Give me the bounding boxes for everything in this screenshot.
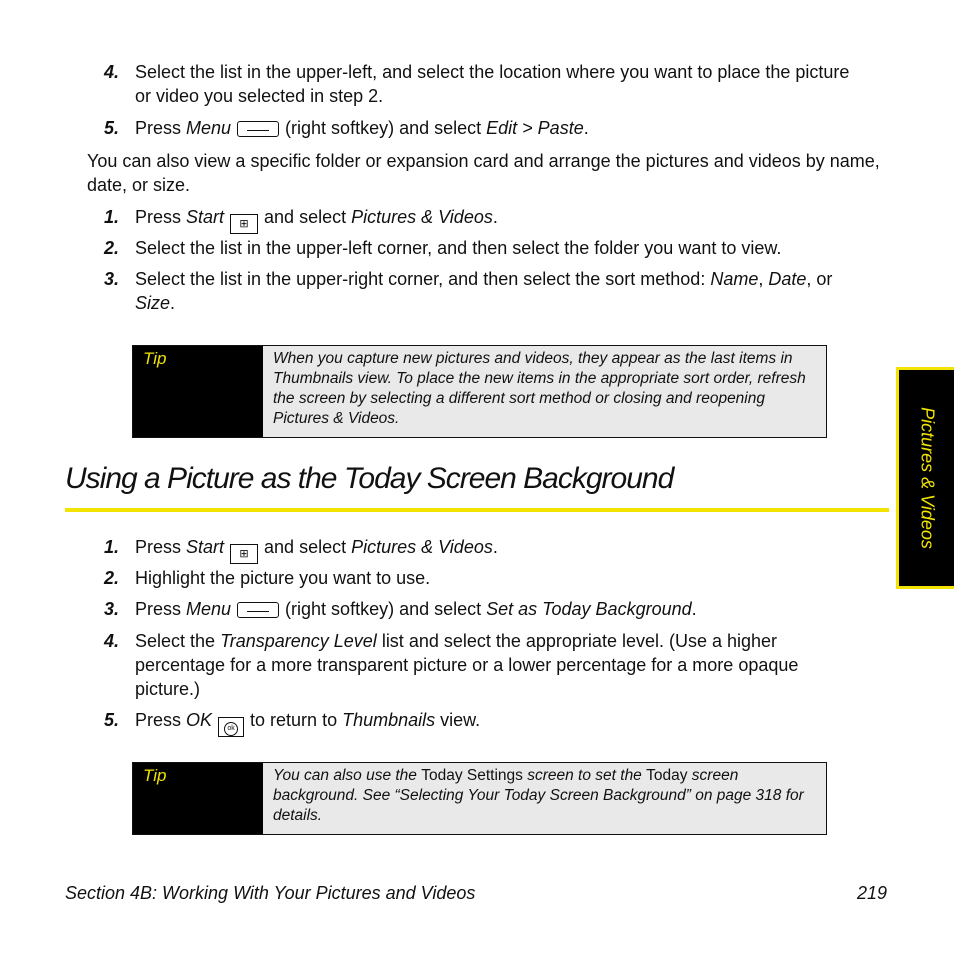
step-number: 2.	[104, 568, 120, 588]
step-number: 1.	[104, 537, 120, 557]
step-text: Select the list in the upper-left corner, and then select the folder you want to view.	[135, 238, 782, 258]
page-number: 219	[857, 883, 888, 903]
step-text: Press Start ⊞ and select Pictures & Videos.	[135, 535, 864, 564]
step-number: 3.	[104, 599, 120, 619]
view-step-2	[104, 236, 864, 260]
step-number: 5.	[104, 118, 120, 138]
chapter-side-tab	[896, 367, 954, 589]
step-number: 4.	[104, 62, 120, 82]
tip-label: Tip	[133, 763, 263, 834]
step-text: Select the list in the upper-right corner, and then select the sort method: Name, Date, or Size.	[135, 269, 833, 313]
step-text: Highlight the picture you want to use.	[135, 568, 431, 588]
menu-softkey-icon	[237, 602, 279, 618]
view-step-3	[104, 267, 864, 315]
menu-softkey-icon	[237, 121, 279, 137]
tip-box	[132, 762, 827, 835]
step-text: Press Menu (right softkey) and select Set as Today Background.	[135, 599, 697, 619]
step-text: Press Start ⊞ and select Pictures & Videos.	[135, 205, 864, 234]
intro-paragraph: You can also view a specific folder or expansion card and arrange the pictures and videos by name, date, or size.	[87, 151, 880, 195]
step-number: 5.	[104, 710, 120, 730]
tip-label: Tip	[133, 346, 263, 437]
section-heading: Using a Picture as the Today Screen Background	[65, 462, 674, 495]
bg-step-1	[104, 535, 864, 564]
step-5-top	[104, 116, 864, 140]
step-text: Select the Transparency Level list and select the appropriate level. (Use a higher percentage for a more transparent picture or a lower percentage for a more opaque picture.)	[135, 631, 799, 699]
tip-text: When you capture new pictures and videos, they appear as the last items in Thumbnails view. To place the new items in the appropriate sort order, refresh the screen by selecting a different sort method or closing and reopening Pictures & Videos.	[273, 350, 806, 427]
bg-step-4	[104, 629, 864, 701]
step-number: 2.	[104, 238, 120, 258]
footer-section-title: Section 4B: Working With Your Pictures and Videos	[65, 883, 476, 903]
step-text: Press OK ok to return to Thumbnails view.	[135, 708, 864, 737]
step-number: 3.	[104, 269, 120, 289]
bg-step-3	[104, 597, 864, 621]
tip-text: You can also use the Today Settings screen to set the Today screen background. See “Selecting Your Today Screen Background” on page 318 for details.	[273, 767, 804, 824]
heading-rule	[65, 508, 889, 512]
bg-step-2	[104, 566, 864, 590]
step-4-top	[104, 60, 864, 108]
step-text: Press Menu (right softkey) and select Edit > Paste.	[135, 118, 589, 138]
step-text: Select the list in the upper-left, and select the location where you want to place the picture or video you selected in step 2.	[135, 62, 850, 106]
step-number: 4.	[104, 631, 120, 651]
step-number: 1.	[104, 207, 120, 227]
tip-box	[132, 345, 827, 438]
windows-start-icon: ⊞	[230, 214, 258, 234]
windows-start-icon: ⊞	[230, 544, 258, 564]
side-tab-label: Pictures & Videos	[917, 407, 937, 549]
bg-step-5	[104, 708, 864, 737]
view-step-1	[104, 205, 864, 234]
ok-button-icon: ok	[218, 717, 244, 737]
